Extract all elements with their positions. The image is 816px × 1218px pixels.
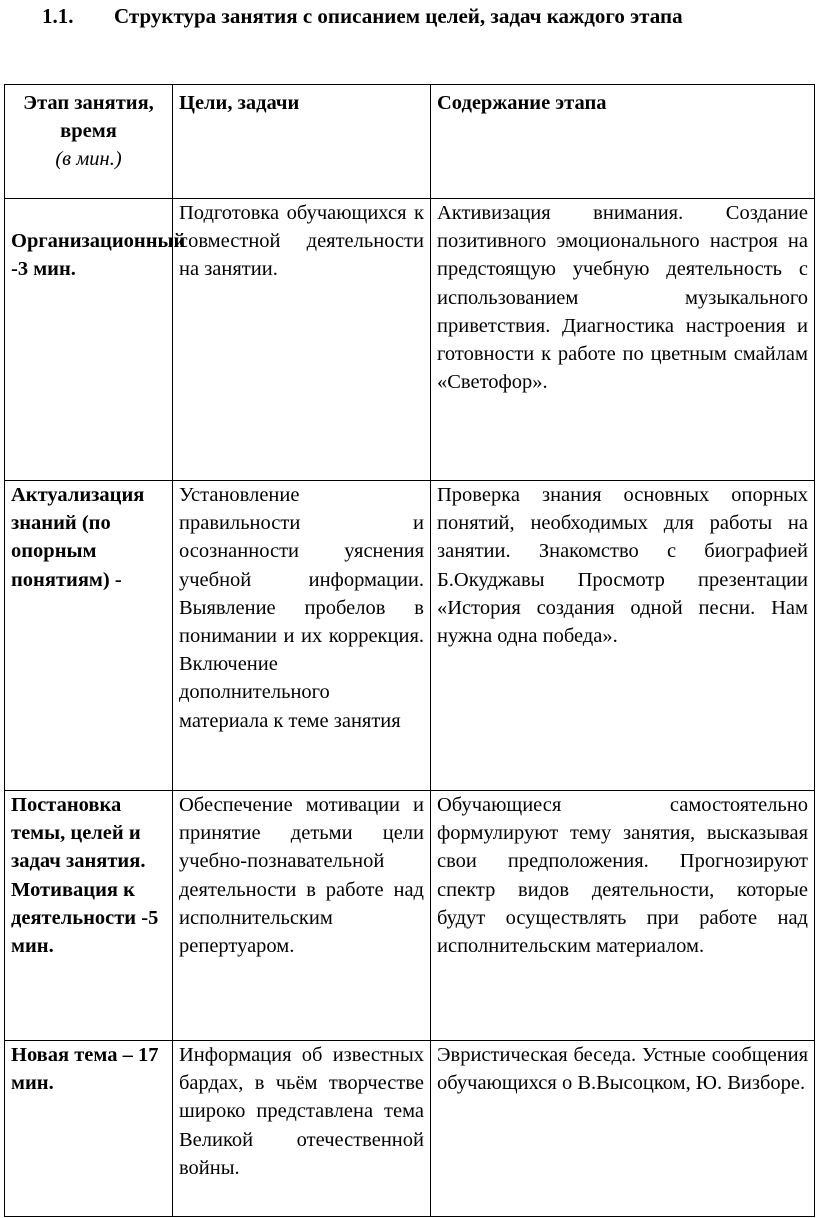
stage-cell: Постановка темы, целей и задач занятия. Мотивация к деятельности -5 мин. bbox=[5, 791, 173, 1041]
header-stage bbox=[5, 85, 173, 199]
stage-cell: Организационный -3 мин. bbox=[5, 199, 173, 481]
stage-cell: Актуализация знаний (по опорным понятиям) - bbox=[5, 481, 173, 791]
content-cell: Обучающиеся самостоятельно формулируют тему занятия, высказывая свои предположения. Прогнозируют спектр видов деятельности, которые будут осуществлять при работе над исполнительским материалом. bbox=[431, 791, 815, 1041]
header-stage-note: (в мин.) bbox=[55, 148, 122, 171]
goals-cell: Обеспечение мотивации и принятие детьми цели учебно-познавательной деятельности в работе над исполнительским репертуаром. bbox=[173, 791, 431, 1041]
table-header-row bbox=[5, 85, 815, 199]
header-goals: Цели, задачи bbox=[173, 85, 431, 199]
lesson-structure-table bbox=[4, 84, 815, 1217]
goals-cell: Подготовка обучающихся к совместной деятельности на занятии. bbox=[173, 199, 431, 481]
section-heading bbox=[42, 4, 683, 29]
section-title: Структура занятия с описанием целей, задач каждого этапа bbox=[114, 4, 683, 28]
table-row bbox=[5, 481, 815, 791]
section-number: 1.1. bbox=[42, 4, 74, 28]
table-row bbox=[5, 791, 815, 1041]
table-row bbox=[5, 1041, 815, 1217]
goals-cell: Информация об известных бардах, в чьём творчестве широко представлена тема Великой отечественной войны. bbox=[173, 1041, 431, 1217]
table-row bbox=[5, 199, 815, 481]
header-content: Содержание этапа bbox=[431, 85, 815, 199]
stage-cell: Новая тема – 17 мин. bbox=[5, 1041, 173, 1217]
content-cell: Проверка знания основных опорных понятий, необходимых для работы на занятии. Знакомство с биографией Б.Окуджавы Просмотр презентации «История создания одной песни. Нам нужна одна победа». bbox=[431, 481, 815, 791]
goals-cell: Установление правильности и осознанности уяснения учебной информации. Выявление пробелов в понимании и их коррекция. Включение дополнительного материала к теме занятия bbox=[173, 481, 431, 791]
header-stage-label: Этап занятия, время bbox=[23, 92, 154, 143]
content-cell: Эвристическая беседа. Устные сообщения обучающихся о В.Высоцком, Ю. Визборе. bbox=[431, 1041, 815, 1217]
content-cell: Активизация внимания. Создание позитивного эмоционального настроя на предстоящую учебную деятельность с использованием музыкального приветствия. Диагностика настроения и готовности к работе по цветным смайлам «Светофор». bbox=[431, 199, 815, 481]
